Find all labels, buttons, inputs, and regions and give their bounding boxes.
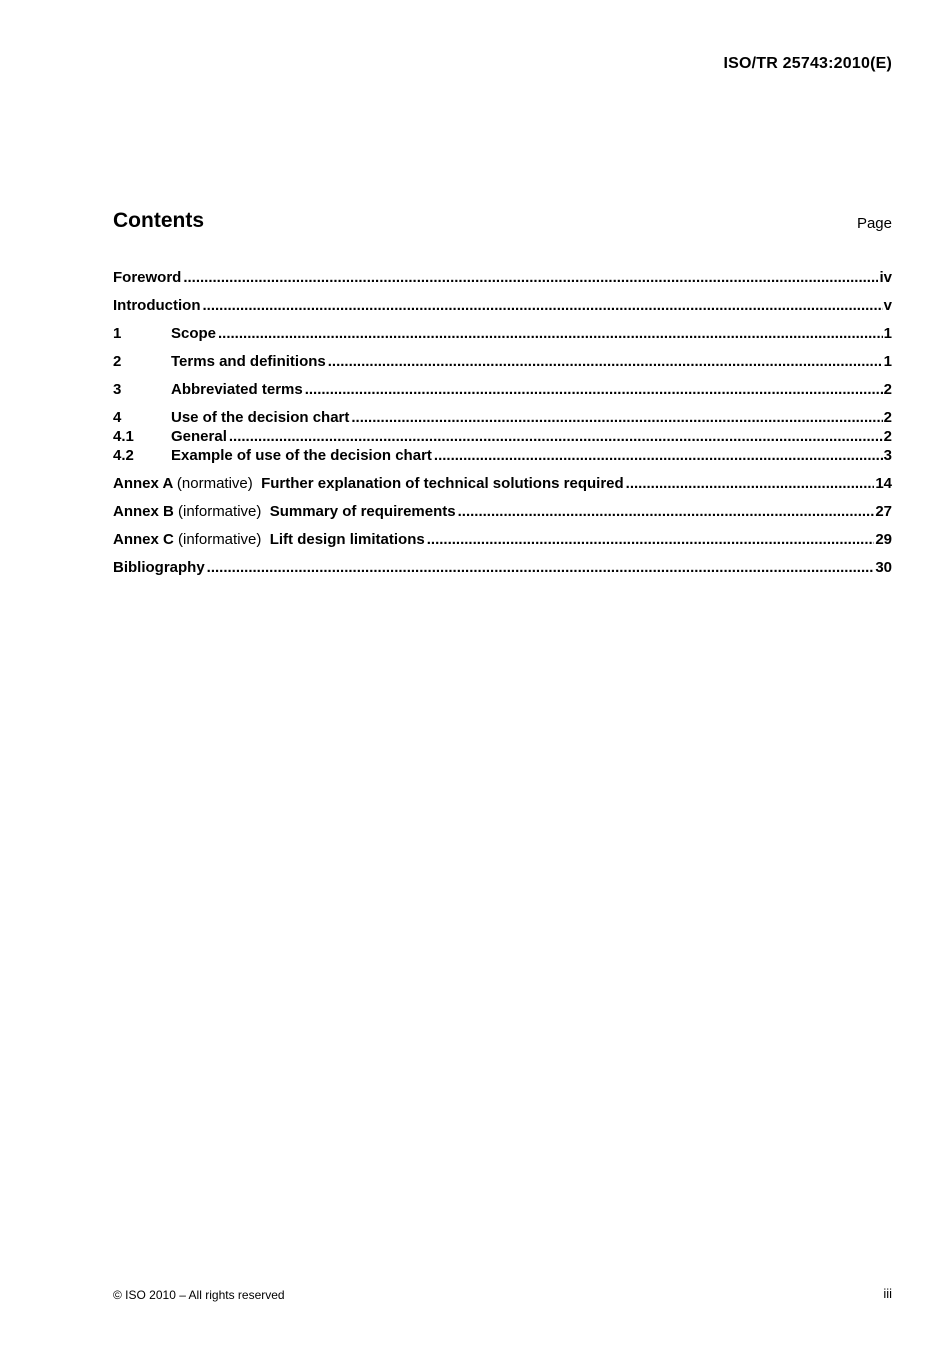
- toc-entry-bibliography[interactable]: [113, 558, 892, 577]
- toc-entry-page: 3: [883, 447, 892, 464]
- toc-entry-example-decision-chart[interactable]: [113, 446, 892, 465]
- toc-entry-number: 3: [113, 381, 122, 398]
- toc-entry-introduction[interactable]: [113, 296, 892, 315]
- annex-type: (informative): [178, 503, 262, 520]
- toc-entry-label: Bibliography: [113, 559, 205, 576]
- toc-entry-label: Foreword: [113, 269, 182, 286]
- toc-entry-page: 1: [883, 353, 892, 370]
- annex-id: Annex B: [113, 503, 174, 520]
- toc-entry-page: 27: [875, 503, 892, 520]
- table-of-contents: [113, 268, 892, 586]
- toc-entry-number: 4.2: [113, 447, 134, 464]
- toc-entry-terms-and-definitions[interactable]: [113, 352, 892, 371]
- annex-id: Annex C: [113, 531, 174, 548]
- toc-entry-label: Terms and definitions: [171, 353, 326, 370]
- toc-entry-label: Scope: [171, 325, 217, 342]
- contents-heading: Contents: [113, 209, 204, 232]
- toc-entry-label: Example of use of the decision chart: [171, 447, 432, 464]
- dot-leader: [427, 530, 875, 549]
- toc-entry-label: General: [171, 428, 227, 445]
- toc-entry-page: iv: [879, 269, 892, 286]
- toc-entry-page: 30: [875, 559, 892, 576]
- dot-leader: [229, 427, 883, 446]
- annex-title: Summary of requirements: [269, 503, 456, 520]
- toc-entry-label: Abbreviated terms: [171, 381, 303, 398]
- toc-entry-page: 2: [883, 409, 892, 426]
- dot-leader: [434, 446, 883, 465]
- annex-heading: [113, 474, 624, 493]
- toc-entry-page: 2: [883, 428, 892, 445]
- annex-type: (normative): [176, 475, 253, 492]
- toc-entry-page: 2: [883, 381, 892, 398]
- toc-entry-scope[interactable]: [113, 324, 892, 343]
- dot-leader: [218, 324, 883, 343]
- toc-entry-number: 1: [113, 325, 122, 342]
- copyright-notice: © ISO 2010 – All rights reserved: [113, 1288, 285, 1302]
- dot-leader: [626, 474, 875, 493]
- annex-id: Annex A: [113, 475, 173, 492]
- toc-entry-number: 4: [113, 409, 122, 426]
- annex-heading: [113, 502, 456, 521]
- toc-entry-label: Introduction: [113, 297, 201, 314]
- page-column-label: Page: [856, 215, 892, 232]
- toc-entry-page: 1: [883, 325, 892, 342]
- dot-leader: [207, 558, 875, 577]
- toc-entry-label: Use of the decision chart: [171, 409, 350, 426]
- annex-title: Further explanation of technical solutions required: [261, 475, 624, 492]
- dot-leader: [202, 296, 882, 315]
- dot-leader: [458, 502, 875, 521]
- toc-entry-foreword[interactable]: [113, 268, 892, 287]
- toc-entry-annex-b[interactable]: [113, 502, 892, 521]
- dot-leader: [183, 268, 878, 287]
- dot-leader: [351, 408, 882, 427]
- toc-entry-page: 14: [875, 475, 892, 492]
- dot-leader: [328, 352, 883, 371]
- toc-entry-annex-a[interactable]: [113, 474, 892, 493]
- toc-entry-page: v: [883, 297, 892, 314]
- toc-entry-number: 4.1: [113, 428, 134, 445]
- toc-entry-general[interactable]: [113, 427, 892, 446]
- annex-type: (informative): [178, 531, 262, 548]
- toc-entry-abbreviated-terms[interactable]: [113, 380, 892, 399]
- page-number: iii: [883, 1286, 892, 1301]
- toc-entry-annex-c[interactable]: [113, 530, 892, 549]
- annex-heading: [113, 530, 425, 549]
- document-reference: ISO/TR 25743:2010(E): [723, 55, 892, 72]
- annex-title: Lift design limitations: [269, 531, 425, 548]
- toc-entry-number: 2: [113, 353, 122, 370]
- toc-entry-page: 29: [875, 531, 892, 548]
- toc-entry-use-of-decision-chart[interactable]: [113, 408, 892, 427]
- dot-leader: [305, 380, 883, 399]
